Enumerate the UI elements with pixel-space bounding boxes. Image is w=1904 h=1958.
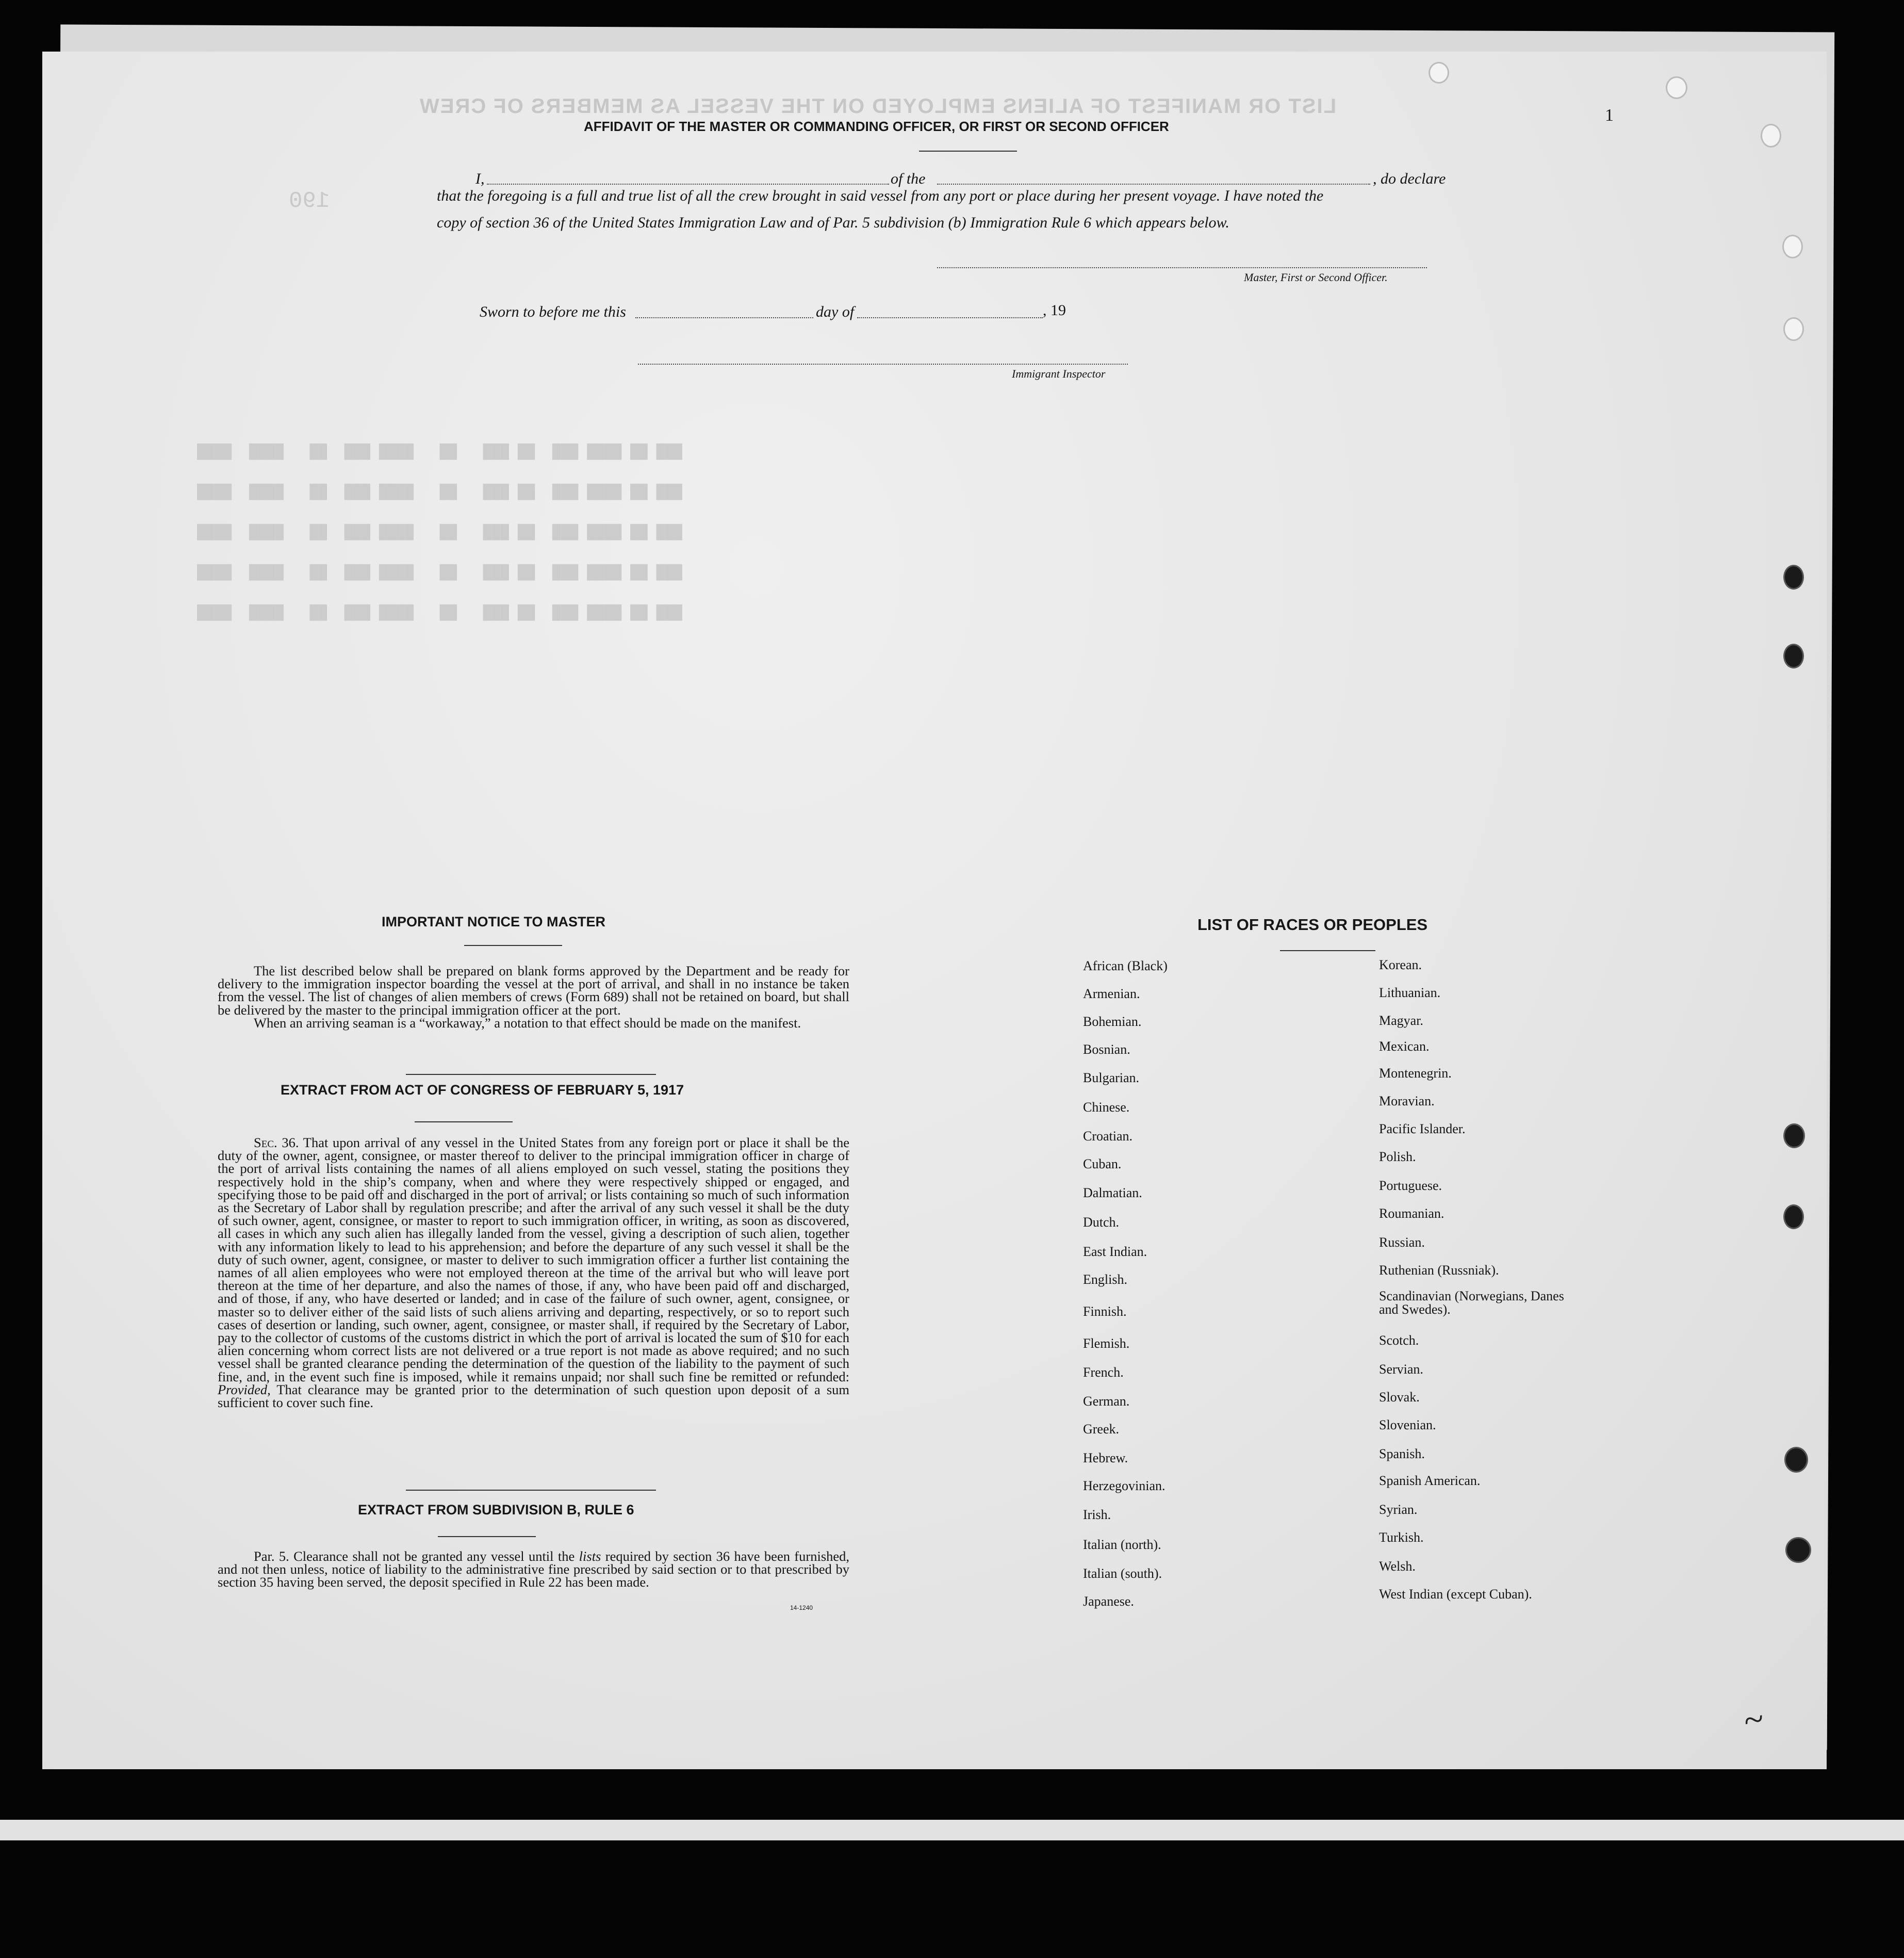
race-item: Hebrew. [1083,1450,1128,1465]
race-item: Italian (north). [1083,1537,1161,1552]
race-item: East Indian. [1083,1244,1147,1259]
binder-hole [1783,644,1804,668]
rule-text-b: required by section 36 have been furnished, and not then unless, notice of liability to the administrative fine prescribed by said section or to that prescribed by section 35 having been served, the deposit specified in Rule 22 has been made. [218,1548,850,1590]
bleed-through-title: LIST OR MANIFEST OF ALIENS EMPLOYED ON THE VESSEL AS MEMBERS OF CREW [419,95,1337,118]
race-item: Bosnian. [1083,1042,1130,1057]
affidavit-name-line [487,184,889,185]
manifest-page [42,52,1827,1769]
race-item: English. [1083,1272,1127,1287]
race-item: Slovak. [1379,1390,1420,1405]
race-item: Cuban. [1083,1156,1122,1171]
affidavit-vessel-line [937,184,1370,185]
affidavit-of-the: of the [891,170,926,187]
sworn-day-line [635,317,813,318]
race-item: Mexican. [1379,1039,1430,1054]
notice-para-1: The list described below shall be prepared on blank forms approved by the Department and be ready for delivery to the immigration inspector boarding the vessel at the port of arrival, and shall in no instance be taken from the vessel. The list of changes of alien members of crews (Form 689) shall not be retained on board, but shall be delivered by the master to the principal immigration officer at the port. [218,963,849,1018]
race-item: Italian (south). [1083,1566,1162,1581]
race-item: Turkish. [1379,1530,1424,1545]
sec-36-label: Sec. 36. [254,1135,299,1150]
bottom-film-strip [0,1820,1904,1840]
affidavit-do-declare: , do declare [1373,170,1446,187]
extract-act-rule [415,1121,513,1122]
inspector-line [638,364,1128,365]
extract-rule-title: EXTRACT FROM SUBDIVISION B, RULE 6 [358,1502,634,1518]
race-item: Roumanian. [1379,1206,1445,1221]
rule-text-a: Par. 5. Clearance shall not be granted any vessel until the [254,1548,575,1564]
binder-hole [1782,235,1803,258]
race-item: African (Black) [1083,958,1168,973]
race-item: Lithuanian. [1379,985,1441,1000]
lists-word: lists [579,1548,601,1564]
race-item: Herzegovinian. [1083,1478,1166,1493]
race-item: French. [1083,1365,1124,1380]
affidavit-line-2: that the foregoing is a full and true list of all the crew brought in said vessel from any port or place during her present voyage. I have noted the [437,187,1324,204]
race-item: Ruthenian (Russniak). [1379,1263,1499,1278]
binder-hole [1783,317,1804,341]
section-rule-2 [406,1490,656,1491]
race-item: Moravian. [1379,1094,1435,1108]
extract-act-body [218,1136,849,1409]
race-item: Croatian. [1083,1129,1133,1144]
binder-hole [1429,62,1449,84]
sec-36-text: That upon arrival of any vessel in the United States from any foreign port or place it shall be the duty of the owner, agent, consignee, or master thereof to deliver to the principal immigration officer in charge of the port of arrival lists containing the names of all aliens employed on such vessel, stating the positions they respectively hold in the ship’s company, when and where they were respectively shipped or engaged, and specifying those to be paid off and discharged in the port of arrival; or lists containing so much of such information as the Secretary of Labor shall by regulation prescribe; and after the arrival of any such vessel it shall be the duty of such owner, agent, consignee, or master to report to such immigration officer, in writing, as soon as discovered, all cases in which any such alien has illegally landed from the vessel, giving a description of such alien, together with any information likely to lead to his apprehension; and before the departure of any such vessel it shall be the duty of such owner, agent, consignee, or master to deliver to such immigration officer a further list containing the names of all alien employees who were not employed thereon at the time of the arrival but who will leave port thereon at the time of her departure, and also the names of those, if any, who have been paid off and discharged, and of those, if any, who have deserted or landed; and in case of the failure of such owner, agent, consignee, or master so to deliver either of the said lists of such aliens arriving and departing, respectively, or so to report such cases of desertion or landing, such owner, agent, consignee, or master shall, if required by the Secretary of Labor, pay to the collector of customs of the customs district in which the port of arrival is located the sum of $10 for each alien concerning whom correct lists are not delivered or a true report is not made as above required; and no such vessel shall be granted clearance pending the determination of the question of the liability to the payment of such fine, and, in the event such fine is imposed, while it remains unpaid; nor shall such fine be remitted or refunded: [218,1135,849,1384]
race-item: Russian. [1379,1235,1425,1250]
affidavit-i: I, [475,170,485,187]
race-item: West Indian (except Cuban). [1379,1587,1532,1602]
notice-body [218,965,849,1030]
affidavit-title-rule [919,151,1017,152]
binder-hole [1783,565,1804,590]
section-rule-1 [406,1074,656,1075]
race-item: Welsh. [1379,1559,1416,1574]
notice-rule [464,945,562,946]
binder-hole [1783,1204,1804,1229]
binder-hole [1785,1537,1811,1563]
sworn-prefix: Sworn to before me this [480,303,626,320]
binder-hole [1761,124,1781,148]
race-item: Bulgarian. [1083,1070,1140,1085]
sworn-year: , 19 [1043,302,1066,319]
signature-line [937,267,1427,268]
race-item: Spanish American. [1379,1473,1481,1488]
race-item: Dalmatian. [1083,1185,1142,1200]
race-item: Korean. [1379,957,1422,972]
race-item: Irish. [1083,1507,1111,1522]
form-number: 14-1240 [790,1604,813,1611]
sworn-month-line [857,317,1043,318]
page-number: 1 [1605,106,1614,125]
binder-hole [1784,1447,1808,1473]
binder-hole [1666,76,1687,99]
race-item: Syrian. [1379,1502,1418,1517]
signature-label: Master, First or Second Officer. [1244,271,1388,284]
race-item: Slovenian. [1379,1417,1436,1432]
race-item: Greek. [1083,1422,1120,1437]
race-item: Japanese. [1083,1594,1134,1609]
race-item: Polish. [1379,1149,1416,1164]
race-item: Portuguese. [1379,1178,1442,1193]
provided-word: Provided, [218,1381,271,1397]
sec-36-text-end: That clearance may be granted prior to the determination of such question upon deposit of a sum sufficient to cover such fine. [218,1381,849,1411]
race-item: Spanish. [1379,1446,1425,1461]
extract-rule-rule [438,1536,536,1537]
extract-rule-body [218,1550,849,1589]
race-item: Flemish. [1083,1336,1130,1351]
race-item: German. [1083,1394,1130,1409]
handwritten-mark: ~ [1741,1699,1767,1741]
notice-para-2: When an arriving seaman is a “workaway,” a notation to that effect should be made on the manifest. [254,1015,801,1031]
races-rule [1280,950,1375,951]
bleed-through-number: 190 [289,188,330,214]
race-item: Armenian. [1083,986,1140,1001]
race-item: Scotch. [1379,1333,1419,1348]
races-title: LIST OF RACES OR PEOPLES [1197,916,1428,934]
affidavit-line-3: copy of section 36 of the United States Immigration Law and of Par. 5 subdivision (b) Immigration Rule 6 which appears below. [437,214,1229,231]
race-item: Servian. [1379,1362,1423,1377]
sworn-day-of: day of [816,303,855,320]
bleed-through-rows: ████ ████ ██ ███ ████ ██ ███ ██ ███ ████ ██ ███ ████ ████ ██ ███ ████ ██ ███ ██ ███ ████ ██ ███ ████ ████ ██ ███ ████ ██ ███ ██ ███ ████ ██ ███ ████ ████ ██ ███ ████ ██ ███ ██ ███ ████ ██ ███ ████ ████ ██ ███ ████ ██ ███ ██ ███ ████ ██ ███ [197,444,682,621]
affidavit-title: AFFIDAVIT OF THE MASTER OR COMMANDING OFFICER, OR FIRST OR SECOND OFFICER [584,119,1169,134]
notice-title: IMPORTANT NOTICE TO MASTER [382,914,605,929]
race-item: Montenegrin. [1379,1066,1452,1081]
extract-act-title: EXTRACT FROM ACT OF CONGRESS OF FEBRUARY 5, 1917 [281,1082,684,1098]
race-item: Chinese. [1083,1100,1130,1115]
race-item: Bohemian. [1083,1014,1142,1029]
race-item: Scandinavian (Norwegians, Danes and Swedes). [1379,1288,1564,1317]
inspector-label: Immigrant Inspector [1012,367,1106,380]
binder-hole [1783,1123,1805,1148]
race-item: Pacific Islander. [1379,1121,1466,1136]
race-item: Dutch. [1083,1215,1120,1230]
race-item: Magyar. [1379,1013,1423,1028]
race-item: Finnish. [1083,1304,1127,1319]
